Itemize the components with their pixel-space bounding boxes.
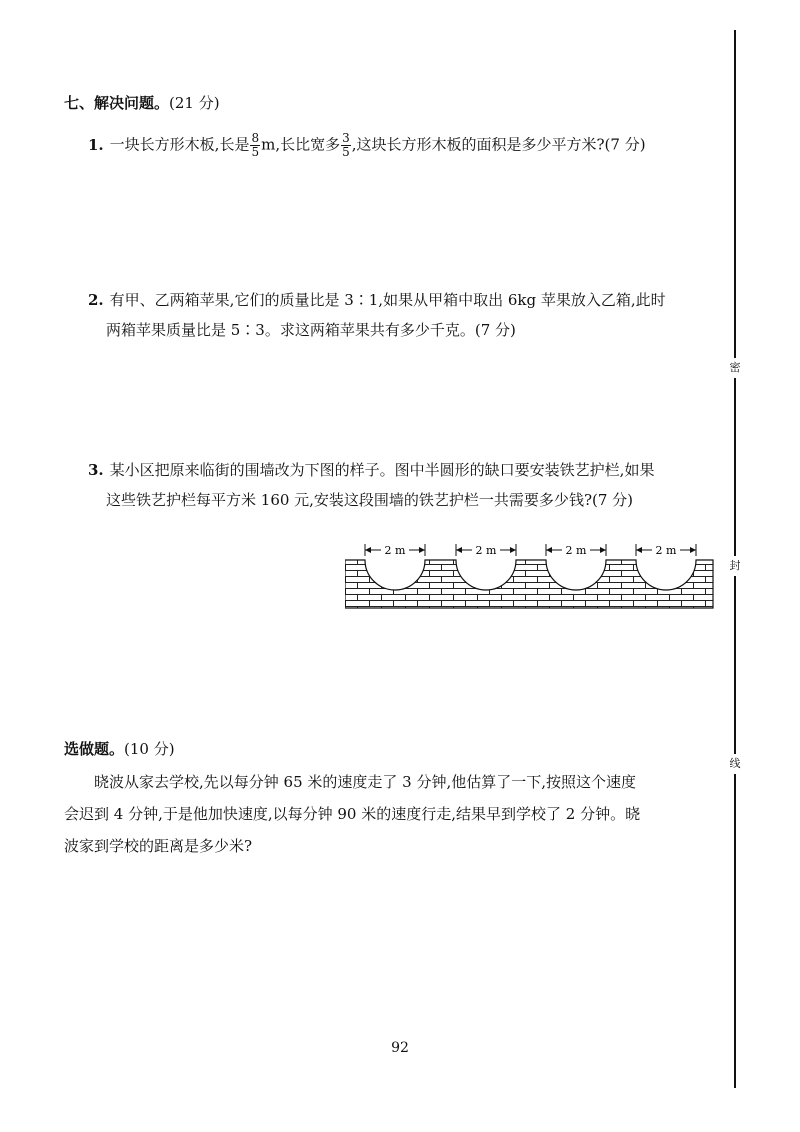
section-title-text: 七、解决问题。 [64,94,170,112]
question-text-line: 两箱苹果质量比是 5∶3。求这两箱苹果共有多少千克。(7 分) [106,321,516,339]
question-number: 1. [88,135,104,154]
question-text-part: m,长比宽多 [261,135,341,154]
section-points: (21 分) [169,94,220,112]
dimension-label: 2 m [475,544,497,557]
question-text-line: 这些铁艺护栏每平方米 160 元,安装这段围墙的铁艺护栏一共需要多少钱?(7 分) [106,491,633,509]
optional-title [64,738,175,759]
fraction-denominator: 5 [342,145,350,159]
optional-line: 会迟到 4 分钟,于是他加快速度,以每分钟 90 米的速度行走,结果早到学校了 2 分钟。晓 [64,805,641,823]
optional-title-text: 选做题。 [64,740,125,758]
wall-figure [345,540,715,610]
fraction-numerator: 8 [251,131,260,145]
question-text-part: ,这块长方形木板的面积是多少平方米?(7 分) [351,135,646,154]
binding-char-mi: 密 [725,358,745,378]
fraction-denominator: 5 [251,145,260,159]
question-text-line: 有甲、乙两箱苹果,它们的质量比是 3∶1,如果从甲箱中取出 6kg 苹果放入乙箱,此时 [109,291,666,309]
dimension-label: 2 m [384,544,406,557]
section-title [64,92,220,113]
question-3 [88,458,728,512]
binding-char-xian: 线 [725,754,745,774]
optional-line-text: 晓波从家去学校,先以每分钟 65 米的速度走了 3 分钟,他估算了一下,按照这个速度 [94,773,637,791]
optional-line: 波家到学校的距离是多少米? [64,837,253,855]
dimension-markers [365,544,696,556]
brick-wall [345,560,713,608]
question-text-line: 某小区把原来临街的围墙改为下图的样子。图中半圆形的缺口要安装铁艺护栏,如果 [109,461,655,479]
fraction-length [250,132,260,159]
fraction-difference [341,132,351,159]
question-number: 2. [88,291,104,309]
optional-points: (10 分) [124,740,175,758]
fraction-numerator: 3 [342,131,350,145]
question-text-part: 一块长方形木板,长是 [109,135,250,154]
question-2 [88,288,728,342]
optional-line [64,766,724,798]
question-number: 3. [88,461,104,479]
question-1 [88,132,728,159]
optional-question [64,766,724,862]
dimension-label: 2 m [655,544,677,557]
dimension-label: 2 m [565,544,587,557]
binding-char-feng: 封 [725,556,745,576]
page-number: 92 [391,1040,409,1056]
